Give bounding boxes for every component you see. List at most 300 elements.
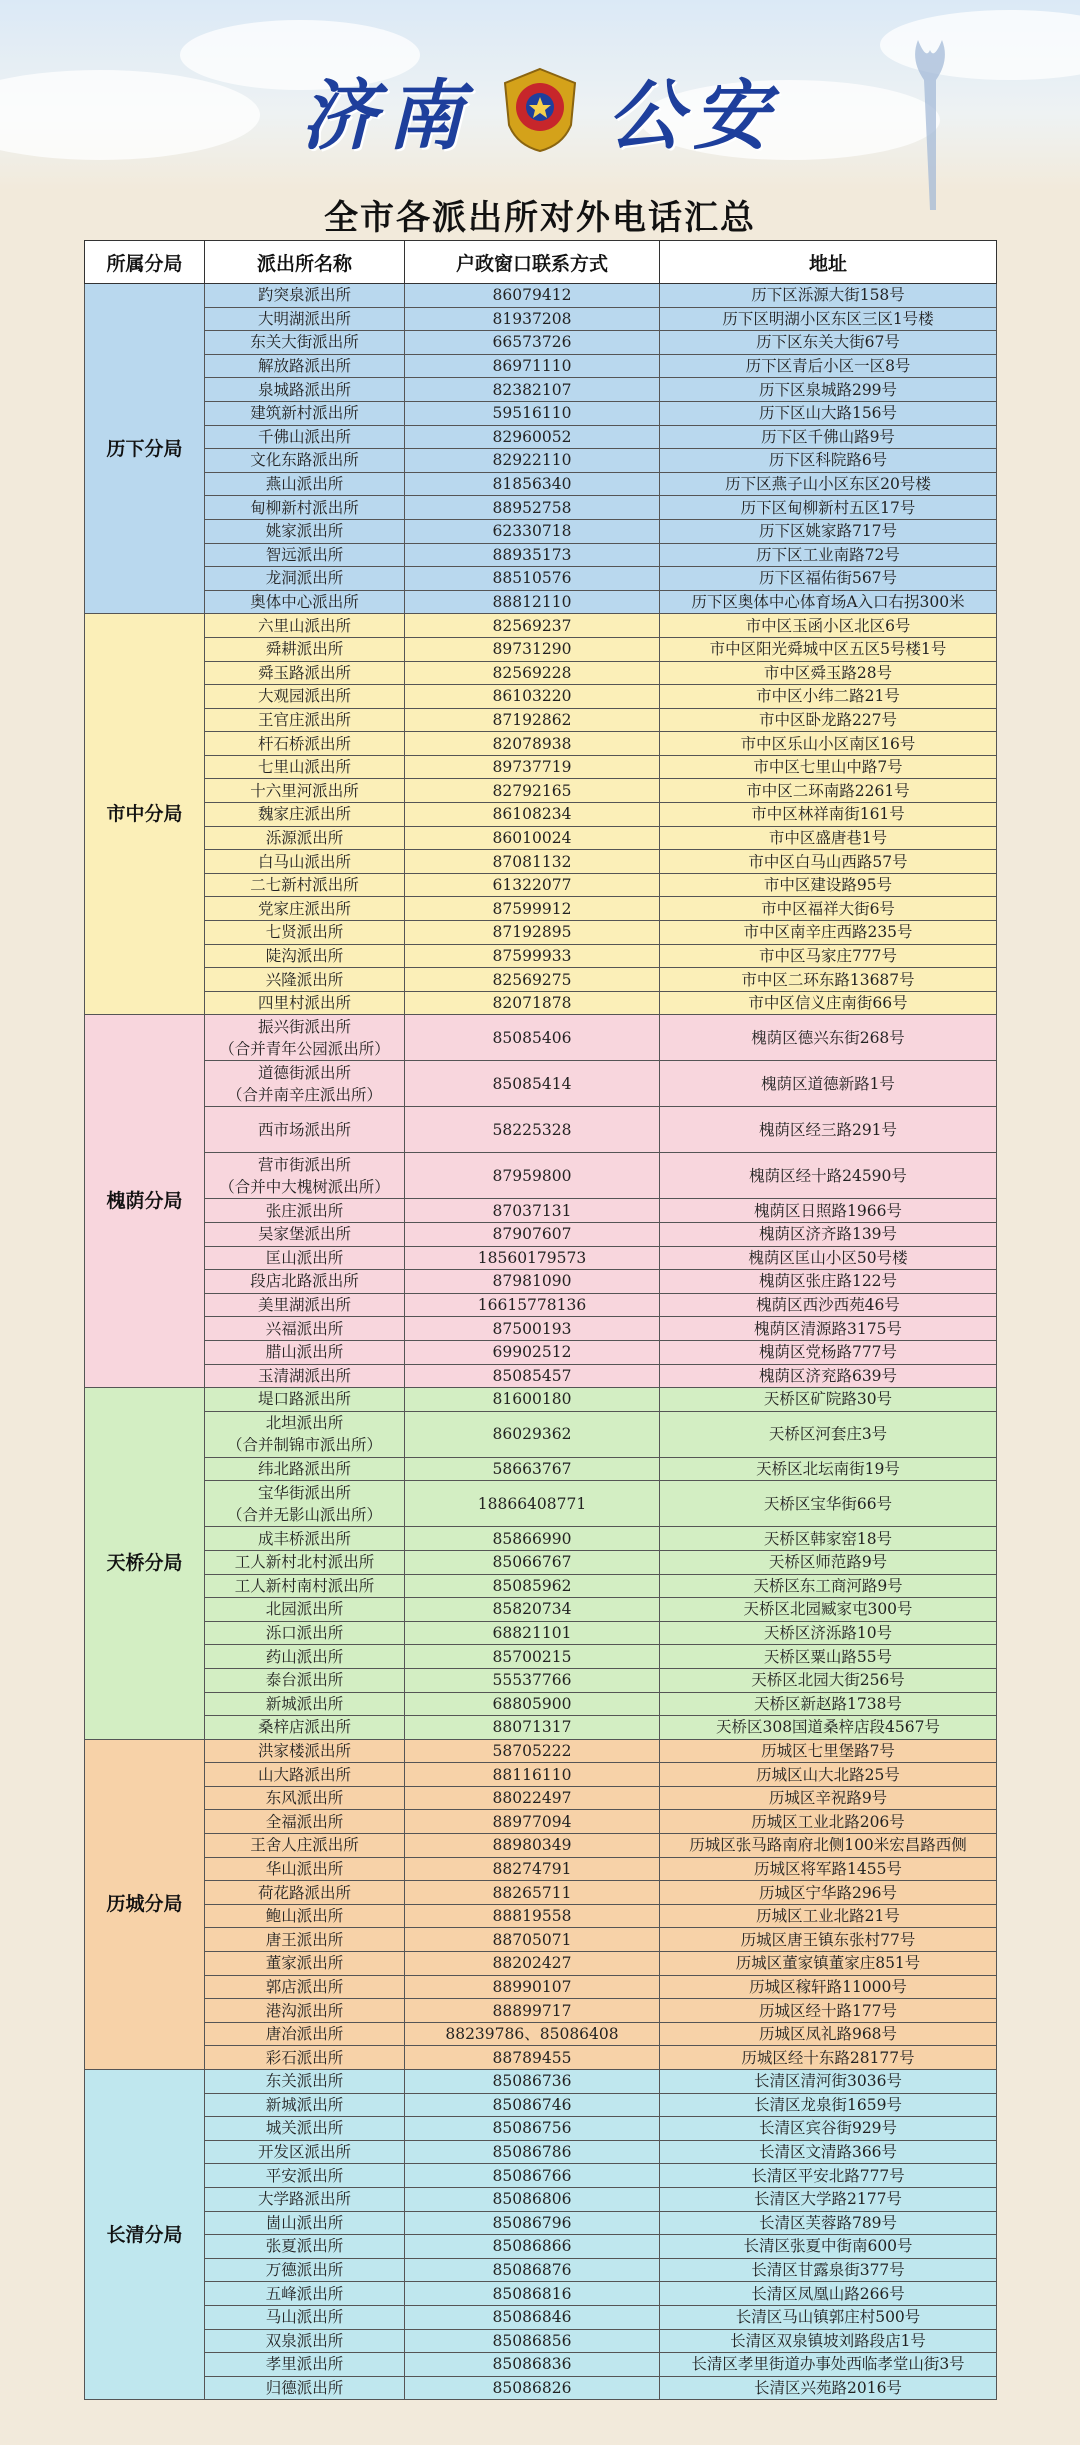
address-cell: 历下区姚家路717号 [660,519,997,543]
address-cell: 市中区阳光舜城中区五区5号楼1号 [660,637,997,661]
address-cell: 历城区稼轩路11000号 [660,1975,997,1999]
table-row [85,779,997,803]
phone-cell: 58225328 [405,1107,660,1153]
table-row [85,921,997,945]
station-name: 文化东路派出所 [250,451,359,470]
table-row [85,307,997,331]
address-cell: 历下区山大路156号 [660,401,997,425]
station-name-cell [205,2070,405,2094]
address-cell: 槐荫区清源路3175号 [660,1317,997,1341]
table-row [85,614,997,638]
address-cell: 槐荫区西沙西苑46号 [660,1293,997,1317]
phone-cell: 85866990 [405,1527,660,1551]
district-cell: 天桥分局 [85,1388,205,1740]
station-name: 千佛山派出所 [257,427,351,446]
table-row [85,1457,997,1481]
station-name-cell [205,1975,405,1999]
station-name: 鲍山派出所 [265,1907,344,1926]
station-name-cell [205,1270,405,1294]
address-cell: 历下区科院路6号 [660,449,997,473]
phone-cell: 86108234 [405,803,660,827]
station-name: 舜耕派出所 [265,640,344,659]
address-cell: 历下区奥体中心体育场A入口右拐300米 [660,590,997,614]
table-row [85,1834,997,1858]
phone-cell: 68805900 [405,1692,660,1716]
phone-cell: 88705071 [405,1928,660,1952]
station-name-cell [205,2211,405,2235]
station-name: 党家庄派出所 [257,899,351,918]
station-name-cell [205,661,405,685]
table-row [85,2329,997,2353]
station-name-cell [205,1716,405,1740]
address-cell: 历下区甸柳新村五区17号 [660,496,997,520]
table-row [85,968,997,992]
station-name-cell [205,637,405,661]
table-row [85,1598,997,1622]
table-row [85,354,997,378]
station-name: 开发区派出所 [257,2143,351,2162]
station-merge-note: （合并制锦市派出所） [226,1436,382,1455]
table-row [85,2211,997,2235]
phone-cell: 88980349 [405,1834,660,1858]
table-row [85,2164,997,2188]
station-name-cell [205,1621,405,1645]
station-name-cell [205,1293,405,1317]
station-name: 全福派出所 [265,1812,344,1831]
table-row [85,803,997,827]
address-cell: 历城区经十东路28177号 [660,2046,997,2070]
station-name: 大观园派出所 [257,687,351,706]
table-row [85,1270,997,1294]
station-name: 华山派出所 [265,1859,344,1878]
address-cell: 市中区白马山西路57号 [660,850,997,874]
address-cell: 历城区山大北路25号 [660,1763,997,1787]
address-cell: 槐荫区党杨路777号 [660,1340,997,1364]
table-row [85,2046,997,2070]
station-name: 城关派出所 [265,2119,344,2138]
address-cell: 历城区七里堡路7号 [660,1739,997,1763]
phone-cell: 88977094 [405,1810,660,1834]
address-cell: 历城区宁华路296号 [660,1881,997,1905]
station-name-cell [205,1527,405,1551]
station-name: 唐王派出所 [265,1930,344,1949]
station-name: 大明湖派出所 [257,309,351,328]
column-header-district: 所属分局 [85,241,205,284]
station-name: 腊山派出所 [265,1343,344,1362]
station-name: 七贤派出所 [265,923,344,942]
station-name-cell [205,378,405,402]
station-name: 营市街派出所 [257,1155,351,1174]
station-name: 泺源派出所 [265,828,344,847]
address-cell: 历下区青后小区一区8号 [660,354,997,378]
station-name-cell [205,1153,405,1199]
address-cell: 长清区文清路366号 [660,2140,997,2164]
address-cell: 长清区双泉镇坡刘路段店1号 [660,2329,997,2353]
address-cell: 市中区南辛庄西路235号 [660,921,997,945]
phone-cell: 82078938 [405,732,660,756]
station-name-cell [205,685,405,709]
table-row [85,1952,997,1976]
district-cell: 历城分局 [85,1739,205,2069]
table-row [85,472,997,496]
station-name-cell [205,1061,405,1107]
address-cell: 历下区燕子山小区东区20号楼 [660,472,997,496]
station-name-cell [205,968,405,992]
table-row [85,2187,997,2211]
table-row [85,496,997,520]
address-cell: 市中区盛唐巷1号 [660,826,997,850]
address-cell: 长清区大学路2177号 [660,2187,997,2211]
phone-cell: 85085962 [405,1574,660,1598]
phone-cell: 82569228 [405,661,660,685]
station-name-cell [205,1317,405,1341]
address-cell: 历城区张马路南府北侧100米宏昌路西侧 [660,1834,997,1858]
address-cell: 市中区小纬二路21号 [660,685,997,709]
station-name-cell [205,2282,405,2306]
address-cell: 长清区马山镇郭庄村500号 [660,2305,997,2329]
table-row [85,449,997,473]
station-name: 美里湖派出所 [257,1296,351,1315]
table-row [85,1199,997,1223]
phone-cell: 87192862 [405,708,660,732]
table-row [85,2070,997,2094]
station-name: 桑梓店派出所 [257,1718,351,1737]
table-row [85,873,997,897]
station-name-cell [205,2376,405,2400]
address-cell: 槐荫区道德新路1号 [660,1061,997,1107]
phone-cell: 85086796 [405,2211,660,2235]
table-row [85,2305,997,2329]
brand-left-text: 济南 [301,71,473,160]
station-name-cell [205,496,405,520]
station-name: 泰台派出所 [265,1671,344,1690]
table-row [85,1645,997,1669]
station-name-cell [205,732,405,756]
station-name: 道德街派出所 [257,1063,351,1082]
address-cell: 天桥区东工商河路9号 [660,1574,997,1598]
station-name: 平安派出所 [265,2166,344,2185]
table-row [85,425,997,449]
address-cell: 槐荫区德兴东街268号 [660,1015,997,1061]
phone-cell: 88899717 [405,1999,660,2023]
phone-cell: 16615778136 [405,1293,660,1317]
phone-cell: 85086806 [405,2187,660,2211]
station-name-cell [205,1668,405,1692]
station-name: 孝里派出所 [265,2355,344,2374]
station-name-cell [205,2235,405,2259]
station-name: 魏家庄派出所 [257,805,351,824]
station-name: 玉清湖派出所 [257,1366,351,1385]
address-cell: 长清区平安北路777号 [660,2164,997,2188]
phone-cell: 81937208 [405,307,660,331]
table-row [85,331,997,355]
station-name: 甸柳新村派出所 [250,498,359,517]
phone-cell: 89731290 [405,637,660,661]
phone-cell: 85086786 [405,2140,660,2164]
station-name-cell [205,590,405,614]
table-row [85,1527,997,1551]
table-row [85,732,997,756]
table-row [85,1340,997,1364]
table-row [85,1246,997,1270]
table-row [85,2117,997,2141]
station-name-cell [205,850,405,874]
station-name: 张庄派出所 [265,1201,344,1220]
phone-cell: 61322077 [405,873,660,897]
station-name-cell [205,425,405,449]
station-name: 匡山派出所 [265,1248,344,1267]
address-cell: 市中区福祥大街6号 [660,897,997,921]
address-cell: 槐荫区济齐路139号 [660,1223,997,1247]
station-name: 智远派出所 [265,545,344,564]
phone-cell: 85086746 [405,2093,660,2117]
station-name-cell [205,1364,405,1388]
address-cell: 天桥区北坛南街19号 [660,1457,997,1481]
station-name-cell [205,1457,405,1481]
phone-cell: 85085457 [405,1364,660,1388]
station-name-cell [205,354,405,378]
address-cell: 历下区明湖小区东区三区1号楼 [660,307,997,331]
station-name: 五峰派出所 [265,2284,344,2303]
address-cell: 槐荫区日照路1966号 [660,1199,997,1223]
station-name-cell [205,1340,405,1364]
station-name: 崮山派出所 [265,2213,344,2232]
column-header-station: 派出所名称 [205,241,405,284]
station-name-cell [205,921,405,945]
station-name-cell [205,567,405,591]
phone-cell: 88274791 [405,1857,660,1881]
station-name: 段店北路派出所 [250,1272,359,1291]
table-row [85,1621,997,1645]
phone-cell: 88116110 [405,1763,660,1787]
address-cell: 天桥区韩家窑18号 [660,1527,997,1551]
phone-cell: 88935173 [405,543,660,567]
address-cell: 槐荫区张庄路122号 [660,1270,997,1294]
address-cell: 历城区凤礼路968号 [660,2022,997,2046]
station-name: 东关大街派出所 [250,333,359,352]
station-name: 吴家堡派出所 [257,1225,351,1244]
station-name: 堤口路派出所 [257,1390,351,1409]
table-header-row [85,241,997,284]
station-name: 归德派出所 [265,2379,344,2398]
address-cell: 市中区玉函小区北区6号 [660,614,997,638]
station-name: 建筑新村派出所 [250,404,359,423]
station-name: 工人新村南村派出所 [234,1576,375,1595]
address-cell: 长清区张夏中街南600号 [660,2235,997,2259]
station-name-cell [205,1763,405,1787]
phone-cell: 81600180 [405,1388,660,1412]
phone-cell: 82382107 [405,378,660,402]
phone-cell: 85086866 [405,2235,660,2259]
station-name: 唐冶派出所 [265,2025,344,2044]
address-cell: 历城区工业北路206号 [660,1810,997,1834]
station-name-cell [205,2329,405,2353]
phone-cell: 87192895 [405,921,660,945]
station-name: 奥体中心派出所 [250,593,359,612]
table-row [85,991,997,1015]
station-name-cell [205,1645,405,1669]
table-row [85,1223,997,1247]
station-name: 北坦派出所 [265,1414,344,1433]
table-row [85,1904,997,1928]
table-row [85,897,997,921]
district-cell: 槐荫分局 [85,1015,205,1388]
table-row [85,1857,997,1881]
phone-cell: 87599912 [405,897,660,921]
station-name: 东风派出所 [265,1789,344,1808]
station-name: 振兴街派出所 [257,1017,351,1036]
phone-cell: 88022497 [405,1786,660,1810]
address-cell: 天桥区河套庄3号 [660,1411,997,1457]
phone-cell: 87907607 [405,1223,660,1247]
address-cell: 槐荫区经十路24590号 [660,1153,997,1199]
station-name: 泉城路派出所 [257,380,351,399]
station-merge-note: （合并南辛庄派出所） [226,1085,382,1104]
police-emblem-icon [501,67,579,153]
phone-cell: 85086766 [405,2164,660,2188]
station-name-cell [205,472,405,496]
station-name: 洪家楼派出所 [257,1741,351,1760]
address-cell: 市中区卧龙路227号 [660,708,997,732]
station-name-cell [205,779,405,803]
address-cell: 天桥区北园大街256号 [660,1668,997,1692]
station-name-cell [205,543,405,567]
address-cell: 长清区宾谷街929号 [660,2117,997,2141]
table-row [85,1881,997,1905]
station-name-cell [205,1904,405,1928]
station-name: 郭店派出所 [265,1977,344,1996]
table-row [85,708,997,732]
table-row [85,944,997,968]
table-row [85,1668,997,1692]
station-name-cell [205,1928,405,1952]
station-merge-note: （合并无影山派出所） [226,1505,382,1524]
station-name-cell [205,1692,405,1716]
phone-cell: 88202427 [405,1952,660,1976]
brand-right-text: 公安 [607,71,779,160]
phone-cell: 88239786、85086408 [405,2022,660,2046]
address-cell: 长清区清河街3036号 [660,2070,997,2094]
station-name: 舜玉路派出所 [257,663,351,682]
address-cell: 长清区凤凰山路266号 [660,2282,997,2306]
station-name: 新城派出所 [265,1694,344,1713]
station-name-cell [205,708,405,732]
table-row [85,2376,997,2400]
table-row [85,543,997,567]
district-cell: 历下分局 [85,284,205,614]
station-name: 成丰桥派出所 [257,1529,351,1548]
table-row [85,1061,997,1107]
header-banner [0,0,1080,190]
table-row [85,1692,997,1716]
table-row [85,284,997,308]
phone-cell: 86010024 [405,826,660,850]
address-cell: 历城区唐王镇东张村77号 [660,1928,997,1952]
station-name: 新城派出所 [265,2095,344,2114]
station-name-cell [205,1810,405,1834]
phone-cell: 88510576 [405,567,660,591]
address-cell: 天桥区宝华街66号 [660,1481,997,1527]
station-name-cell [205,2353,405,2377]
station-name-cell [205,755,405,779]
station-name-cell [205,1411,405,1457]
table-row [85,1739,997,1763]
station-name: 陡沟派出所 [265,946,344,965]
station-name-cell [205,331,405,355]
phone-cell: 86079412 [405,284,660,308]
phone-cell: 88990107 [405,1975,660,1999]
address-cell: 历下区东关大街67号 [660,331,997,355]
station-name-cell [205,1857,405,1881]
address-cell: 历下区福佑街567号 [660,567,997,591]
phone-cell: 85086736 [405,2070,660,2094]
station-name: 兴隆派出所 [265,970,344,989]
station-name: 白马山派出所 [257,852,351,871]
column-header-phone: 户政窗口联系方式 [405,241,660,284]
address-cell: 天桥区粟山路55号 [660,1645,997,1669]
police-station-table [84,240,997,2400]
station-name-cell [205,2258,405,2282]
station-name-cell [205,2187,405,2211]
phone-cell: 85085406 [405,1015,660,1061]
station-name-cell [205,1834,405,1858]
address-cell: 历下区千佛山路9号 [660,425,997,449]
address-cell: 历下区工业南路72号 [660,543,997,567]
table-row [85,1153,997,1199]
station-name: 马山派出所 [265,2308,344,2327]
address-cell: 历下区泺源大街158号 [660,284,997,308]
address-cell: 市中区乐山小区南区16号 [660,732,997,756]
table-row [85,1550,997,1574]
phone-cell: 87081132 [405,850,660,874]
station-name-cell [205,284,405,308]
phone-cell: 82792165 [405,779,660,803]
phone-cell: 85820734 [405,1598,660,1622]
station-name: 北园派出所 [265,1600,344,1619]
address-cell: 市中区马家庄777号 [660,944,997,968]
station-name-cell [205,1739,405,1763]
station-name-cell [205,873,405,897]
table-row [85,2140,997,2164]
station-name-cell [205,1107,405,1153]
table-row [85,2022,997,2046]
phone-cell: 87599933 [405,944,660,968]
station-name-cell [205,1223,405,1247]
table-row [85,1763,997,1787]
phone-cell: 58663767 [405,1457,660,1481]
district-cell: 长清分局 [85,2070,205,2400]
phone-cell: 85085414 [405,1061,660,1107]
phone-cell: 88812110 [405,590,660,614]
table-row [85,1786,997,1810]
phone-cell: 82071878 [405,991,660,1015]
phone-cell: 87500193 [405,1317,660,1341]
address-cell: 长清区甘露泉街377号 [660,2258,997,2282]
address-cell: 历城区工业北路21号 [660,1904,997,1928]
phone-cell: 87959800 [405,1153,660,1199]
table-row [85,1107,997,1153]
address-cell: 天桥区新赵路1738号 [660,1692,997,1716]
district-cell: 市中分局 [85,614,205,1015]
table-row [85,1293,997,1317]
station-name-cell [205,897,405,921]
phone-cell: 86029362 [405,1411,660,1457]
station-name-cell [205,1015,405,1061]
station-name-cell [205,614,405,638]
station-name: 宝华街派出所 [257,1483,351,1502]
address-cell: 槐荫区经三路291号 [660,1107,997,1153]
station-name: 工人新村北村派出所 [234,1553,375,1572]
